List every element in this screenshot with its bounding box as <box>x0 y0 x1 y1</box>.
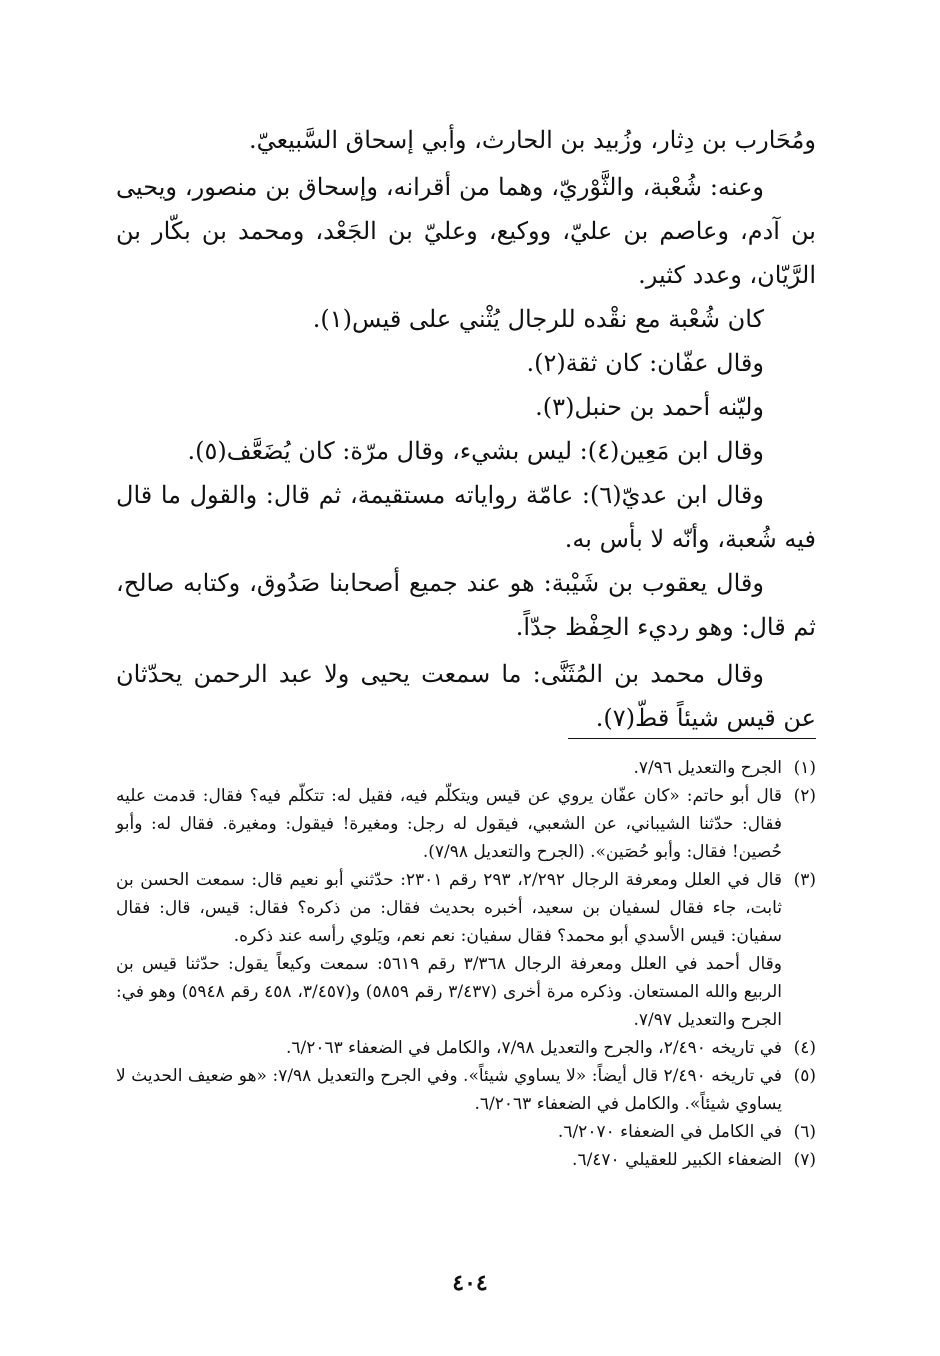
footnote-text: في الكامل في الضعفاء ٦/٢٠٧٠. <box>557 1122 782 1142</box>
footnote-separator <box>568 738 816 739</box>
footnote-number: (٦) <box>793 1122 816 1142</box>
paragraph-7: وقال ابن عديّ(٦): عامّة رواياته مستقيمة، ثم قال: والقول ما قال فيه شُعبة، وأنّه لا بأس به. <box>116 481 816 553</box>
paragraph-1: ومُحَارب بن دِثار، وزُبيد بن الحارث، وأبي إسحاق السَّبيعيّ. <box>248 126 816 154</box>
footnote-1 <box>116 754 816 782</box>
footnote-2 <box>116 782 816 866</box>
paragraph-2: وعنه: شُعْبة، والثَّوْريّ، وهما من أقرانه، وإسحاق بن منصور، ويحيى بن آدم، وعاصم بن عليّ، ووكيع، وعليّ بن الجَعْد، ومحمد بن بكّار بن الرَّيّان، وعدد كثير. <box>116 173 816 289</box>
footnote-text: في تاريخه ٢/٤٩٠، والجرح والتعديل ٧/٩٨، والكامل في الضعفاء ٦/٢٠٦٣. <box>285 1038 782 1058</box>
footnote-text: في تاريخه ٢/٤٩٠ قال أيضاً: «لا يساوي شيئاً». وفي الجرح والتعديل ٧/٩٨: «هو ضعيف الحديث لا يساوي شيئاً». والكامل في الضعفاء ٦/٢٠٦٣. <box>116 1066 783 1114</box>
footnote-number: (٤) <box>793 1038 816 1058</box>
footnote-number: (٣) <box>793 870 816 890</box>
footnote-number: (٥) <box>793 1066 816 1086</box>
footnote-3-continuation: وقال أحمد في العلل ومعرفة الرجال ٣/٣٦٨ رقم ٥٦١٩: سمعت وكيعاً يقول: حدّثنا قيس بن الربيع والله المستعان. وذكره مرة أخرى (٣/٤٣٧ رقم ٥٨٥٩) و(٣/٤٥٧، ٤٥٨ رقم ٥٩٤٨) وهو في: الجرح والتعديل ٧/٩٧. <box>116 954 783 1030</box>
paragraph-9: وقال محمد بن المُثَنَّى: ما سمعت يحيى ولا عبد الرحمن يحدّثان عن قيس شيئاً قطّ(٧). <box>116 660 816 732</box>
page-number: ٤٠٤ <box>452 1270 488 1296</box>
footnote-text: الضعفاء الكبير للعقيلي ٦/٤٧٠. <box>572 1150 782 1170</box>
footnote-number: (١) <box>793 758 816 778</box>
footnote-number: (٢) <box>793 786 816 806</box>
footnote-3 <box>116 866 816 950</box>
footnotes <box>116 754 816 1174</box>
paragraph-5: وليّنه أحمد بن حنبل(٣). <box>535 393 764 421</box>
paragraph-4: وقال عفّان: كان ثقة(٢). <box>526 349 764 377</box>
paragraph-6: وقال ابن مَعِين(٤): ليس بشيء، وقال مرّة: كان يُضَعَّف(٥). <box>187 437 764 465</box>
footnote-4 <box>116 1034 816 1062</box>
paragraph-3: كان شُعْبة مع نقْده للرجال يُثْني على قيس(١). <box>312 305 764 333</box>
footnote-number: (٧) <box>793 1150 816 1170</box>
footnote-6 <box>116 1118 816 1146</box>
footnote-5 <box>116 1062 816 1118</box>
footnote-text: قال في العلل ومعرفة الرجال ٢/٢٩٢، ٢٩٣ رقم ٢٣٠١: حدّثني أبو نعيم قال: سمعت الحسن بن ثابت، جاء فقال لسفيان بن سعيد، أخبره بحديث فقال: من ذكره؟ فقال: قيس، قال: فقال سفيان: قيس الأسدي أبو محمد؟ فقال سفيان: نعم نعم، ويَلوي رأسه عند ذكره. <box>116 870 782 946</box>
footnote-text: قال أبو حاتم: «كان عفّان يروي عن قيس ويتكلّم فيه، فقيل له: تتكلّم فيه؟ فقال: قدمت عليه فقال: حدّثنا الشيباني، عن الشعبي، فيقول له رجل: ومغيرة! فيقول: ومغيرة. فقال له: وأبو حُصين! فقال: وأبو حُصَين». (الجرح والتعديل ٧/٩٨). <box>116 786 782 862</box>
main-text <box>116 118 816 740</box>
footnote-text: الجرح والتعديل ٧/٩٦. <box>633 758 782 778</box>
paragraph-8: وقال يعقوب بن شَيْبة: هو عند جميع أصحابنا صَدُوق، وكتابه صالح، ثم قال: وهو رديء الحِفْظ جدّاً. <box>116 569 816 641</box>
footnote-7 <box>116 1146 816 1174</box>
